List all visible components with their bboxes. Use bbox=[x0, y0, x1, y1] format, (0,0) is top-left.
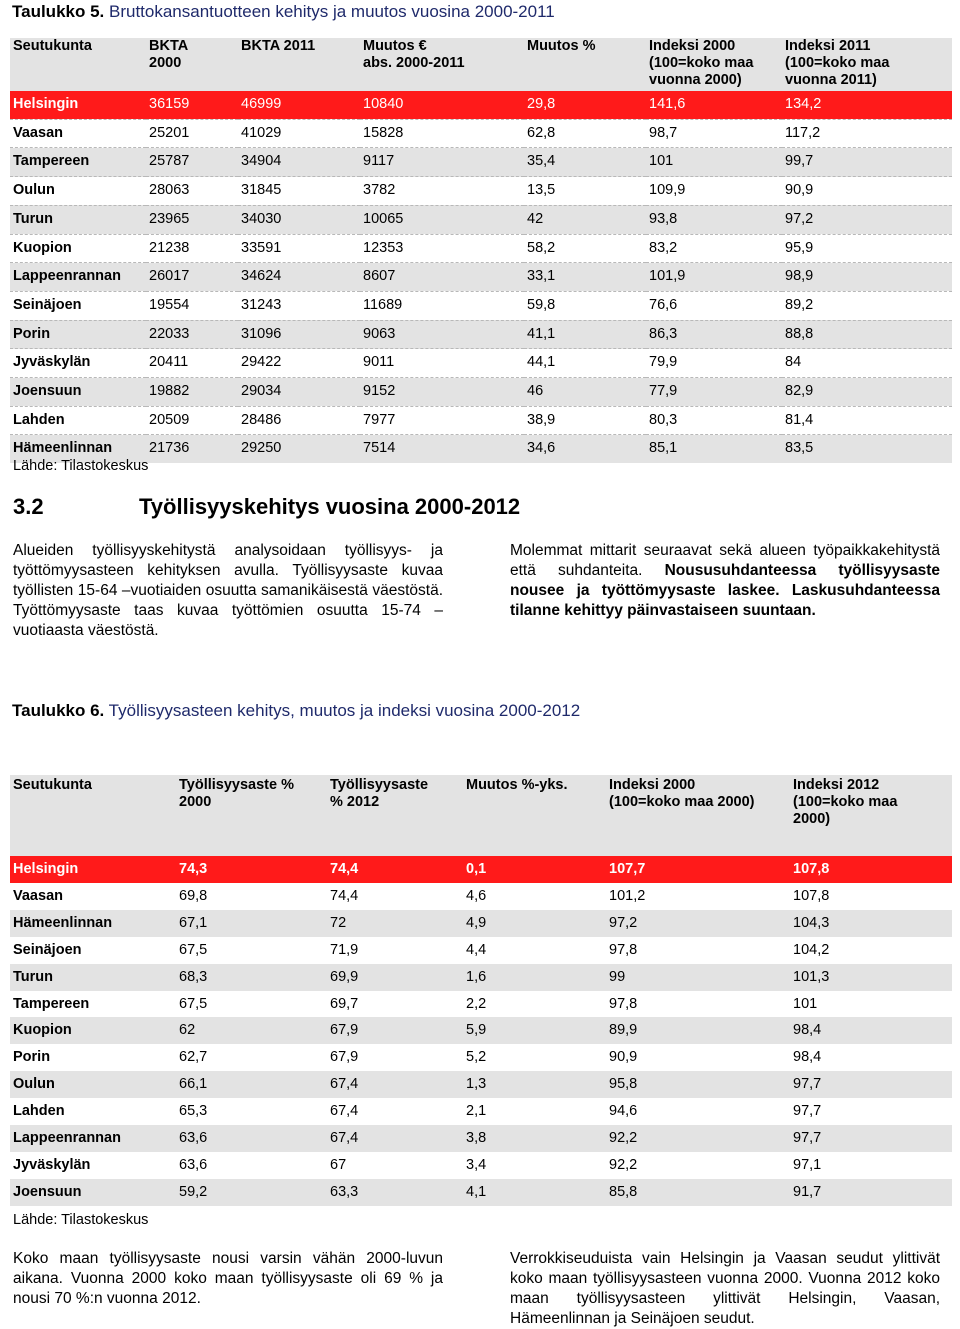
table-row bbox=[10, 883, 952, 910]
value-cell: 99,7 bbox=[782, 148, 952, 177]
value-cell: 4,6 bbox=[463, 883, 606, 910]
value-cell: 29034 bbox=[238, 378, 360, 407]
value-cell: 90,9 bbox=[782, 177, 952, 206]
region-cell: Hämeenlinnan bbox=[10, 435, 146, 463]
region-cell: Vaasan bbox=[10, 883, 176, 910]
column-header-line: (100=koko maa bbox=[785, 55, 890, 71]
value-cell: 36159 bbox=[146, 91, 238, 119]
value-cell: 67,9 bbox=[327, 1044, 463, 1071]
region-cell: Lappeenrannan bbox=[10, 1125, 176, 1152]
table5-source: Lähde: Tilastokeskus bbox=[13, 458, 149, 474]
value-cell: 4,4 bbox=[463, 937, 606, 964]
value-cell: 82,9 bbox=[782, 378, 952, 407]
value-cell: 107,8 bbox=[790, 883, 952, 910]
region-cell: Turun bbox=[10, 205, 146, 234]
column-header bbox=[327, 775, 463, 829]
column-header-line: Työllisyysaste % bbox=[179, 777, 294, 793]
table-row bbox=[10, 263, 952, 292]
column-header-line: Indeksi 2000 bbox=[649, 38, 736, 54]
header-spacer-row bbox=[10, 829, 952, 856]
intro-paragraph-left: Alueiden työllisyyskehitystä analysoidaan työllisyys- ja työttömyysasteen kehityksen avulla. Työllisyysaste kuvaa työllisten 15-64 –vuotiaiden osuutta samanikäisestä väestöstä. Työttömyysaste taas kuvaa työttömien osuutta 15-74 –vuotiaasta väestöstä. bbox=[13, 542, 443, 639]
column-header-line: % 2012 bbox=[330, 794, 380, 810]
value-cell: 41029 bbox=[238, 119, 360, 148]
value-cell: 25787 bbox=[146, 148, 238, 177]
value-cell: 59,2 bbox=[176, 1179, 327, 1206]
value-cell: 63,6 bbox=[176, 1125, 327, 1152]
value-cell: 23965 bbox=[146, 205, 238, 234]
value-cell: 9117 bbox=[360, 148, 524, 177]
value-cell: 74,4 bbox=[327, 856, 463, 883]
value-cell: 10840 bbox=[360, 91, 524, 119]
value-cell: 42 bbox=[524, 205, 646, 234]
value-cell: 9152 bbox=[360, 378, 524, 407]
column-header-line: BKTA bbox=[149, 38, 189, 54]
region-cell: Kuopion bbox=[10, 234, 146, 263]
value-cell: 46 bbox=[524, 378, 646, 407]
table-row bbox=[10, 320, 952, 349]
value-cell: 101,2 bbox=[606, 883, 790, 910]
column-header bbox=[790, 775, 952, 829]
value-cell: 29422 bbox=[238, 349, 360, 378]
value-cell: 33591 bbox=[238, 234, 360, 263]
value-cell: 21736 bbox=[146, 435, 238, 463]
value-cell: 13,5 bbox=[524, 177, 646, 206]
value-cell: 67,9 bbox=[327, 1017, 463, 1044]
value-cell: 77,9 bbox=[646, 378, 782, 407]
value-cell: 101,3 bbox=[790, 964, 952, 991]
region-cell: Lahden bbox=[10, 1098, 176, 1125]
table-row bbox=[10, 91, 952, 119]
table-row bbox=[10, 205, 952, 234]
table-row bbox=[10, 1098, 952, 1125]
table-header-row bbox=[10, 38, 952, 91]
region-cell: Porin bbox=[10, 1044, 176, 1071]
column-header-line: Indeksi 2011 bbox=[785, 38, 871, 54]
column-header bbox=[238, 38, 360, 91]
value-cell: 101 bbox=[646, 148, 782, 177]
intro-paragraph-right bbox=[510, 541, 940, 621]
value-cell: 101,9 bbox=[646, 263, 782, 292]
value-cell: 9011 bbox=[360, 349, 524, 378]
column-header-line: Muutos % bbox=[527, 38, 596, 54]
value-cell: 8607 bbox=[360, 263, 524, 292]
value-cell: 44,1 bbox=[524, 349, 646, 378]
value-cell: 71,9 bbox=[327, 937, 463, 964]
table6-source: Lähde: Tilastokeskus bbox=[13, 1212, 149, 1228]
region-cell: Seinäjoen bbox=[10, 937, 176, 964]
value-cell: 22033 bbox=[146, 320, 238, 349]
value-cell: 35,4 bbox=[524, 148, 646, 177]
value-cell: 67,4 bbox=[327, 1071, 463, 1098]
table-row bbox=[10, 349, 952, 378]
region-cell: Jyväskylän bbox=[10, 349, 146, 378]
value-cell: 62 bbox=[176, 1017, 327, 1044]
table5-caption-label: Taulukko 5. bbox=[12, 2, 105, 21]
region-cell: Tampereen bbox=[10, 991, 176, 1018]
value-cell: 3782 bbox=[360, 177, 524, 206]
column-header bbox=[10, 38, 146, 91]
value-cell: 1,3 bbox=[463, 1071, 606, 1098]
column-header bbox=[646, 38, 782, 91]
value-cell: 41,1 bbox=[524, 320, 646, 349]
column-header-line: Seutukunta bbox=[13, 777, 92, 793]
value-cell: 76,6 bbox=[646, 291, 782, 320]
value-cell: 0,1 bbox=[463, 856, 606, 883]
value-cell: 97,7 bbox=[790, 1125, 952, 1152]
table-row bbox=[10, 910, 952, 937]
region-cell: Joensuun bbox=[10, 378, 146, 407]
region-cell: Seinäjoen bbox=[10, 291, 146, 320]
value-cell: 99 bbox=[606, 964, 790, 991]
column-header bbox=[176, 775, 327, 829]
value-cell: 29,8 bbox=[524, 91, 646, 119]
value-cell: 84 bbox=[782, 349, 952, 378]
value-cell: 97,1 bbox=[790, 1152, 952, 1179]
value-cell: 74,3 bbox=[176, 856, 327, 883]
value-cell: 83,2 bbox=[646, 234, 782, 263]
value-cell: 33,1 bbox=[524, 263, 646, 292]
value-cell: 91,7 bbox=[790, 1179, 952, 1206]
value-cell: 88,8 bbox=[782, 320, 952, 349]
column-header bbox=[360, 38, 524, 91]
spacer-cell bbox=[790, 829, 952, 856]
value-cell: 5,2 bbox=[463, 1044, 606, 1071]
closing-paragraph-left: Koko maan työllisyysaste nousi varsin vähän 2000-luvun aikana. Vuonna 2000 koko maan työllisyysaste oli 69 % ja nousi 70 %:n vuonna 2012. bbox=[13, 1250, 443, 1307]
value-cell: 67,5 bbox=[176, 991, 327, 1018]
value-cell: 134,2 bbox=[782, 91, 952, 119]
table-row bbox=[10, 1152, 952, 1179]
region-cell: Oulun bbox=[10, 177, 146, 206]
spacer-cell bbox=[463, 829, 606, 856]
value-cell: 28063 bbox=[146, 177, 238, 206]
value-cell: 104,2 bbox=[790, 937, 952, 964]
value-cell: 107,7 bbox=[606, 856, 790, 883]
table6-caption bbox=[12, 701, 580, 721]
value-cell: 95,8 bbox=[606, 1071, 790, 1098]
region-cell: Kuopion bbox=[10, 1017, 176, 1044]
table-row bbox=[10, 1071, 952, 1098]
value-cell: 92,2 bbox=[606, 1125, 790, 1152]
column-header-line: (100=koko maa bbox=[649, 55, 754, 71]
table-row bbox=[10, 1044, 952, 1071]
table5-caption-title: Bruttokansantuotteen kehitys ja muutos vuosina 2000-2011 bbox=[104, 2, 555, 21]
value-cell: 2,2 bbox=[463, 991, 606, 1018]
column-header bbox=[146, 38, 238, 91]
spacer-cell bbox=[327, 829, 463, 856]
section-heading bbox=[13, 494, 520, 520]
region-cell: Vaasan bbox=[10, 119, 146, 148]
value-cell: 72 bbox=[327, 910, 463, 937]
value-cell: 7514 bbox=[360, 435, 524, 463]
table-row bbox=[10, 1179, 952, 1206]
value-cell: 34030 bbox=[238, 205, 360, 234]
spacer-cell bbox=[606, 829, 790, 856]
table-row bbox=[10, 148, 952, 177]
value-cell: 19882 bbox=[146, 378, 238, 407]
column-header bbox=[606, 775, 790, 829]
value-cell: 69,7 bbox=[327, 991, 463, 1018]
column-header-line: Indeksi 2000 bbox=[609, 777, 696, 793]
value-cell: 25201 bbox=[146, 119, 238, 148]
value-cell: 90,9 bbox=[606, 1044, 790, 1071]
value-cell: 65,3 bbox=[176, 1098, 327, 1125]
value-cell: 67,4 bbox=[327, 1098, 463, 1125]
value-cell: 31243 bbox=[238, 291, 360, 320]
value-cell: 20411 bbox=[146, 349, 238, 378]
value-cell: 67,4 bbox=[327, 1125, 463, 1152]
value-cell: 104,3 bbox=[790, 910, 952, 937]
table-row bbox=[10, 856, 952, 883]
column-header bbox=[10, 775, 176, 829]
value-cell: 97,7 bbox=[790, 1071, 952, 1098]
value-cell: 67 bbox=[327, 1152, 463, 1179]
value-cell: 66,1 bbox=[176, 1071, 327, 1098]
table-row bbox=[10, 177, 952, 206]
region-cell: Jyväskylän bbox=[10, 1152, 176, 1179]
table-row bbox=[10, 119, 952, 148]
table5-caption bbox=[12, 2, 555, 22]
value-cell: 58,2 bbox=[524, 234, 646, 263]
column-header-line: vuonna 2000) bbox=[649, 72, 742, 88]
table-row bbox=[10, 1125, 952, 1152]
value-cell: 15828 bbox=[360, 119, 524, 148]
region-cell: Tampereen bbox=[10, 148, 146, 177]
value-cell: 83,5 bbox=[782, 435, 952, 463]
value-cell: 59,8 bbox=[524, 291, 646, 320]
value-cell: 3,8 bbox=[463, 1125, 606, 1152]
value-cell: 28486 bbox=[238, 406, 360, 435]
value-cell: 94,6 bbox=[606, 1098, 790, 1125]
value-cell: 80,3 bbox=[646, 406, 782, 435]
value-cell: 38,9 bbox=[524, 406, 646, 435]
value-cell: 19554 bbox=[146, 291, 238, 320]
table6-caption-label: Taulukko 6. bbox=[12, 701, 105, 720]
value-cell: 89,9 bbox=[606, 1017, 790, 1044]
value-cell: 63,6 bbox=[176, 1152, 327, 1179]
value-cell: 67,5 bbox=[176, 937, 327, 964]
value-cell: 98,4 bbox=[790, 1017, 952, 1044]
table5 bbox=[10, 38, 952, 463]
value-cell: 69,9 bbox=[327, 964, 463, 991]
column-header bbox=[524, 38, 646, 91]
table-row bbox=[10, 406, 952, 435]
value-cell: 46999 bbox=[238, 91, 360, 119]
intro-right-plain: Molemmat mittarit seuraavat sekä alueen työpaikkakehitystä että suhdanteita. bbox=[510, 542, 940, 579]
table-row bbox=[10, 937, 952, 964]
region-cell: Helsingin bbox=[10, 91, 146, 119]
value-cell: 107,8 bbox=[790, 856, 952, 883]
intro-right-bold: Noususuhdanteessa työllisyysaste nousee ja työttömyysaste laskee. Laskusuhdanteessa tilanne kehittyy päinvastaiseen suuntaan. bbox=[510, 562, 941, 619]
value-cell: 68,3 bbox=[176, 964, 327, 991]
value-cell: 4,9 bbox=[463, 910, 606, 937]
column-header-line: (100=koko maa 2000) bbox=[609, 794, 755, 810]
value-cell: 97,2 bbox=[606, 910, 790, 937]
table-row bbox=[10, 991, 952, 1018]
column-header-line: Muutos € bbox=[363, 38, 427, 54]
value-cell: 98,9 bbox=[782, 263, 952, 292]
section-title: Työllisyyskehitys vuosina 2000-2012 bbox=[139, 494, 521, 519]
value-cell: 97,2 bbox=[782, 205, 952, 234]
column-header-line: 2000 bbox=[179, 794, 212, 810]
table-row bbox=[10, 1017, 952, 1044]
value-cell: 20509 bbox=[146, 406, 238, 435]
value-cell: 85,1 bbox=[646, 435, 782, 463]
value-cell: 63,3 bbox=[327, 1179, 463, 1206]
section-number: 3.2 bbox=[13, 494, 44, 519]
value-cell: 29250 bbox=[238, 435, 360, 463]
value-cell: 92,2 bbox=[606, 1152, 790, 1179]
value-cell: 101 bbox=[790, 991, 952, 1018]
value-cell: 11689 bbox=[360, 291, 524, 320]
region-cell: Lappeenrannan bbox=[10, 263, 146, 292]
value-cell: 141,6 bbox=[646, 91, 782, 119]
value-cell: 1,6 bbox=[463, 964, 606, 991]
value-cell: 62,8 bbox=[524, 119, 646, 148]
value-cell: 93,8 bbox=[646, 205, 782, 234]
value-cell: 69,8 bbox=[176, 883, 327, 910]
value-cell: 98,7 bbox=[646, 119, 782, 148]
region-cell: Joensuun bbox=[10, 1179, 176, 1206]
value-cell: 81,4 bbox=[782, 406, 952, 435]
value-cell: 109,9 bbox=[646, 177, 782, 206]
value-cell: 31096 bbox=[238, 320, 360, 349]
value-cell: 67,1 bbox=[176, 910, 327, 937]
closing-paragraph-right: Verrokkiseuduista vain Helsingin ja Vaasan seudut ylittivät koko maan työllisyysasteen vuonna 2000. Vuonna 2012 koko maan työllisyysasteen ylittivät Helsingin, Vaasan, Hämeenlinnan ja Seinäjoen seudut. bbox=[510, 1250, 940, 1327]
column-header-line: Muutos %-yks. bbox=[466, 777, 568, 793]
value-cell: 2,1 bbox=[463, 1098, 606, 1125]
spacer-cell bbox=[176, 829, 327, 856]
value-cell: 31845 bbox=[238, 177, 360, 206]
column-header-line: Indeksi 2012 bbox=[793, 777, 880, 793]
value-cell: 10065 bbox=[360, 205, 524, 234]
value-cell: 34904 bbox=[238, 148, 360, 177]
value-cell: 5,9 bbox=[463, 1017, 606, 1044]
column-header-line: 2000 bbox=[149, 55, 182, 71]
value-cell: 62,7 bbox=[176, 1044, 327, 1071]
column-header-line: 2000) bbox=[793, 811, 831, 827]
value-cell: 4,1 bbox=[463, 1179, 606, 1206]
value-cell: 7977 bbox=[360, 406, 524, 435]
table6-caption-title: Työllisyysasteen kehitys, muutos ja indeksi vuosina 2000-2012 bbox=[104, 701, 581, 720]
table-row bbox=[10, 234, 952, 263]
column-header-line: BKTA 2011 bbox=[241, 38, 316, 54]
column-header bbox=[782, 38, 952, 91]
column-header bbox=[463, 775, 606, 829]
value-cell: 97,8 bbox=[606, 991, 790, 1018]
value-cell: 86,3 bbox=[646, 320, 782, 349]
column-header-line: vuonna 2011) bbox=[785, 72, 877, 88]
table-row bbox=[10, 291, 952, 320]
value-cell: 34624 bbox=[238, 263, 360, 292]
region-cell: Hämeenlinnan bbox=[10, 910, 176, 937]
value-cell: 98,4 bbox=[790, 1044, 952, 1071]
region-cell: Helsingin bbox=[10, 856, 176, 883]
region-cell: Porin bbox=[10, 320, 146, 349]
table-row bbox=[10, 964, 952, 991]
table-row bbox=[10, 435, 952, 463]
table-header-row bbox=[10, 775, 952, 829]
region-cell: Lahden bbox=[10, 406, 146, 435]
value-cell: 12353 bbox=[360, 234, 524, 263]
region-cell: Oulun bbox=[10, 1071, 176, 1098]
value-cell: 9063 bbox=[360, 320, 524, 349]
value-cell: 97,8 bbox=[606, 937, 790, 964]
column-header-line: Seutukunta bbox=[13, 38, 92, 54]
region-cell: Turun bbox=[10, 964, 176, 991]
value-cell: 117,2 bbox=[782, 119, 952, 148]
column-header-line: Työllisyysaste bbox=[330, 777, 429, 793]
table-row bbox=[10, 378, 952, 407]
value-cell: 95,9 bbox=[782, 234, 952, 263]
value-cell: 3,4 bbox=[463, 1152, 606, 1179]
value-cell: 74,4 bbox=[327, 883, 463, 910]
value-cell: 85,8 bbox=[606, 1179, 790, 1206]
value-cell: 89,2 bbox=[782, 291, 952, 320]
value-cell: 97,7 bbox=[790, 1098, 952, 1125]
value-cell: 79,9 bbox=[646, 349, 782, 378]
value-cell: 21238 bbox=[146, 234, 238, 263]
value-cell: 26017 bbox=[146, 263, 238, 292]
table6 bbox=[10, 775, 952, 1206]
value-cell: 34,6 bbox=[524, 435, 646, 463]
column-header-line: (100=koko maa bbox=[793, 794, 898, 810]
column-header-line: abs. 2000-2011 bbox=[363, 55, 465, 71]
spacer-cell bbox=[10, 829, 176, 856]
